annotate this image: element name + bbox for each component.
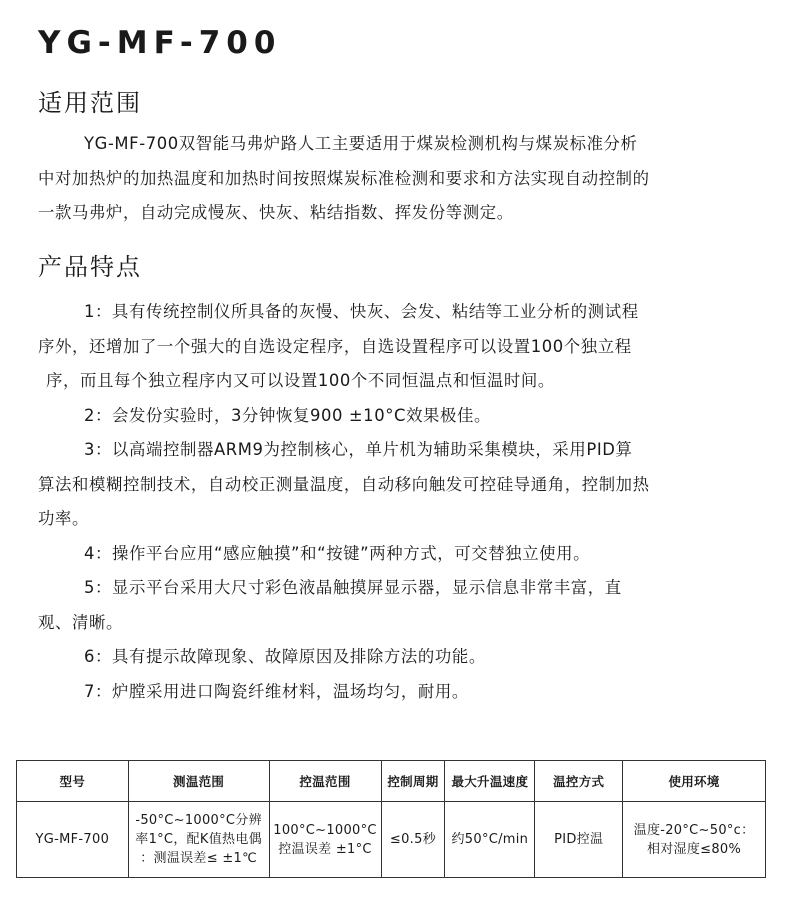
- feature-line: 观、清晰。: [38, 612, 123, 632]
- cell-control-range: [269, 802, 381, 878]
- cell-control-method: PID控温: [535, 802, 623, 878]
- features-heading: 产品特点: [38, 253, 142, 281]
- scope-line: YG-MF-700双智能马弗炉路人工主要适用于煤炭检测机构与煤炭标准分析: [84, 134, 638, 153]
- feature-line: 4：操作平台应用“感应触摸”和“按键”两种方式，可交替独立使用。: [84, 543, 591, 563]
- header-environment: 使用环境: [623, 761, 766, 802]
- feature-item-6: [38, 640, 754, 675]
- feature-line: 序，而且每个独立程序内又可以设置100个不同恒温点和恒温时间。: [46, 371, 555, 390]
- header-control-cycle: 控制周期: [381, 761, 445, 802]
- feature-line: 5：显示平台采用大尺寸彩色液晶触摸屏显示器，显示信息非常丰富，直: [84, 578, 622, 597]
- feature-line: 1：具有传统控制仪所具备的灰慢、快灰、会发、粘结等工业分析的测试程: [84, 302, 639, 321]
- feature-item-1: [38, 295, 754, 399]
- feature-line: 2：会发份实验时，3分钟恢复900 ±10°C效果极佳。: [84, 405, 492, 425]
- cell-line: 率1°C，配K值热电偶: [135, 832, 262, 847]
- scope-heading: 适用范围: [38, 89, 142, 117]
- page-title: YG-MF-700: [38, 25, 282, 61]
- cell-environment: [623, 802, 766, 878]
- cell-max-heating-rate: 约50°C/min: [445, 802, 535, 878]
- cell-model: YG-MF-700: [17, 802, 129, 878]
- cell-line: ：测温误差≤ ±1℃: [140, 851, 258, 866]
- cell-measure-range: [128, 802, 269, 878]
- header-control-range: 控温范围: [269, 761, 381, 802]
- header-control-method: 温控方式: [535, 761, 623, 802]
- scope-paragraph: [38, 127, 754, 231]
- header-measure-range: 测温范围: [128, 761, 269, 802]
- feature-item-7: [38, 675, 754, 710]
- feature-line: 序外，还增加了一个强大的自选设定程序，自选设置程序可以设置100个独立程: [38, 336, 632, 356]
- cell-line: -50°C~1000°C分辨: [135, 813, 262, 828]
- scope-line: 中对加热炉的加热温度和加热时间按照煤炭标准检测和要求和方法实现自动控制的: [38, 168, 650, 188]
- feature-item-4: [38, 537, 754, 572]
- cell-control-cycle: ≤0.5秒: [381, 802, 445, 878]
- table-row: [17, 802, 766, 878]
- cell-line: 100°C~1000°C: [273, 822, 377, 838]
- spec-table: [16, 760, 766, 878]
- feature-line: 功率。: [38, 509, 89, 528]
- feature-item-3: [38, 433, 754, 537]
- features-list: [38, 295, 754, 709]
- header-max-heating-rate: 最大升温速度: [445, 761, 535, 802]
- cell-line: 控温误差 ±1°C: [278, 841, 372, 857]
- cell-line: 温度-20°C~50°c：: [633, 822, 755, 838]
- table-header-row: [17, 761, 766, 802]
- header-model: 型号: [17, 761, 129, 802]
- feature-line: 6：具有提示故障现象、故障原因及排除方法的功能。: [84, 647, 486, 666]
- feature-line: 3：以高端控制器ARM9为控制核心，单片机为辅助采集模块，采用PID算: [84, 440, 633, 459]
- cell-line: 相对湿度≤80%: [646, 841, 742, 857]
- feature-line: 算法和模糊控制技术，自动校正测量温度，自动移向触发可控硅导通角，控制加热: [38, 474, 650, 494]
- feature-line: 7：炉膛采用进口陶瓷纤维材料，温场均匀，耐用。: [84, 681, 469, 701]
- scope-line: 一款马弗炉，自动完成慢灰、快灰、粘结指数、挥发份等测定。: [38, 203, 514, 222]
- feature-item-2: [38, 399, 754, 434]
- feature-item-5: [38, 571, 754, 640]
